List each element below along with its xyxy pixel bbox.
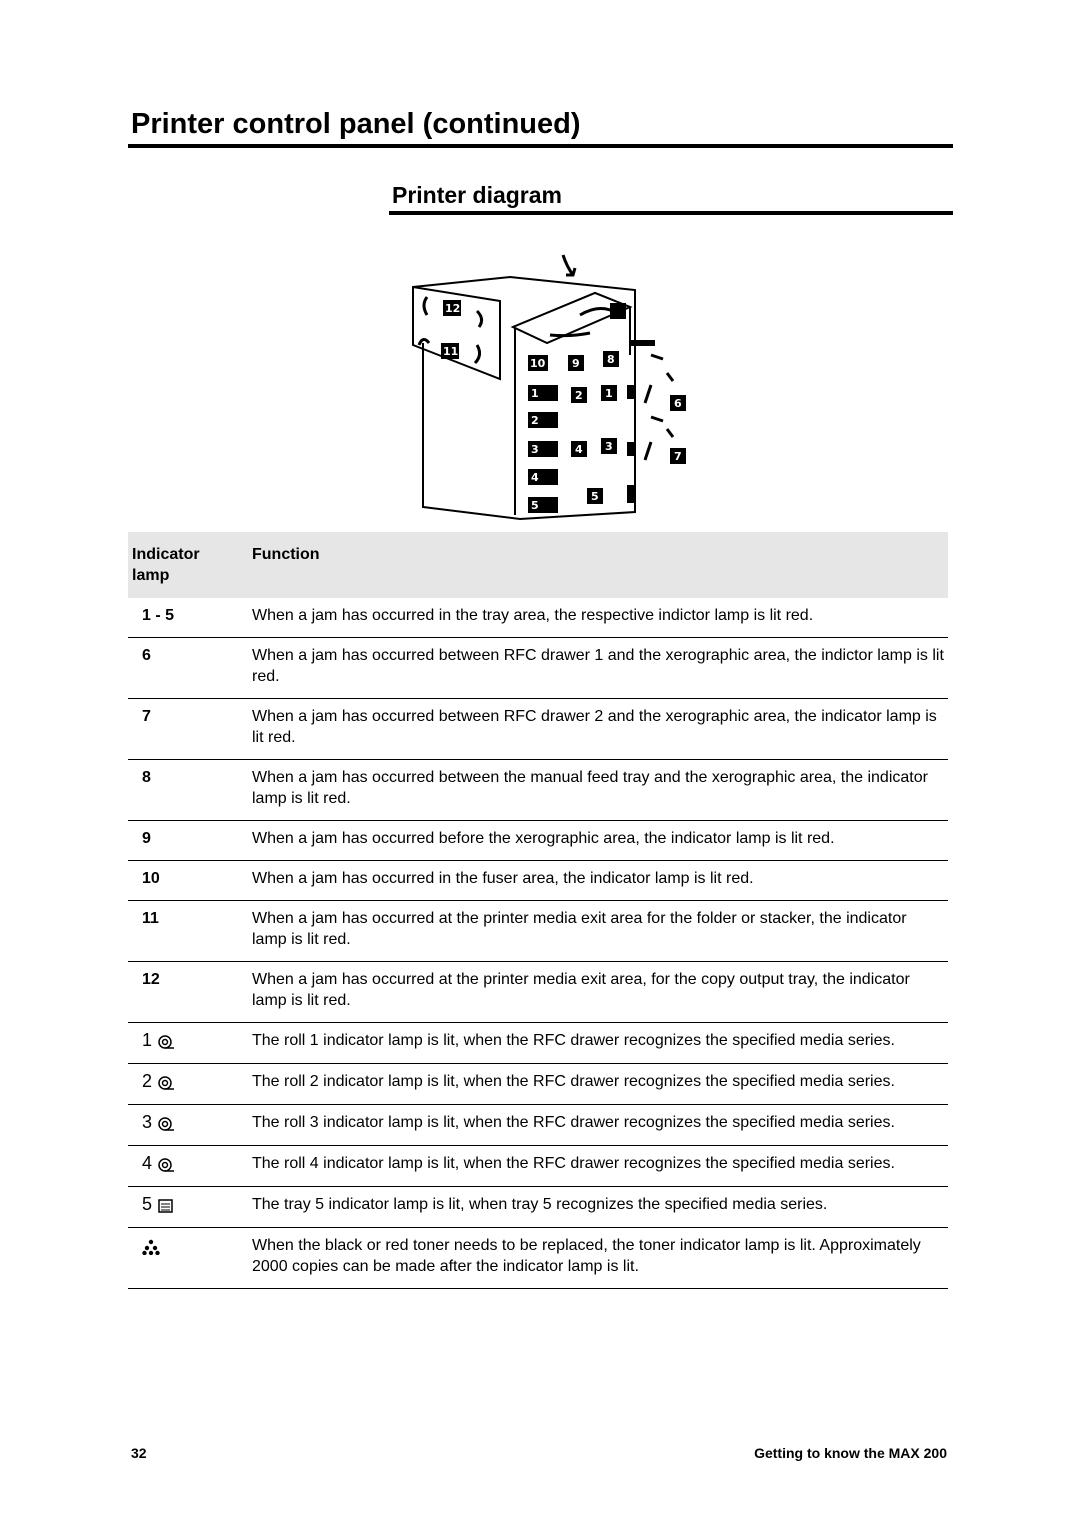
indicator-cell	[128, 1064, 244, 1105]
function-cell: When a jam has occurred between RFC drawer 1 and the xerographic area, the indictor lamp is lit red.	[244, 638, 948, 699]
table-row	[128, 760, 948, 821]
function-cell: When a jam has occurred in the tray area, the respective indictor lamp is lit red.	[244, 598, 948, 638]
label-tray-5: 5	[531, 499, 539, 512]
function-cell: The roll 2 indicator lamp is lit, when the RFC drawer recognizes the specified media series.	[244, 1064, 948, 1105]
label-1: 1	[605, 387, 613, 400]
footer-title: Getting to know the MAX 200	[754, 1445, 947, 1461]
label-10: 10	[530, 357, 546, 370]
function-cell: When the black or red toner needs to be replaced, the toner indicator lamp is lit. Approximately 2000 copies can be made after the indicator lamp is lit.	[244, 1228, 948, 1289]
function-cell: The roll 1 indicator lamp is lit, when the RFC drawer recognizes the specified media series.	[244, 1023, 948, 1064]
label-11: 11	[443, 345, 459, 358]
table-header-row	[128, 532, 948, 598]
label-roll-1: 1	[531, 387, 539, 400]
table-row	[128, 1023, 948, 1064]
indicator-cell	[128, 598, 244, 638]
indicator-value: 1	[142, 1030, 153, 1050]
table-row	[128, 901, 948, 962]
table-row	[128, 1105, 948, 1146]
label-3: 3	[605, 440, 613, 453]
indicator-cell	[128, 1105, 244, 1146]
indicator-value: 9	[142, 830, 151, 847]
table-row	[128, 821, 948, 861]
page-number: 32	[131, 1445, 147, 1461]
table-row	[128, 1187, 948, 1228]
indicator-value: 7	[142, 708, 151, 725]
indicator-value: 8	[142, 769, 151, 786]
toner-diagram-icon	[610, 303, 626, 319]
function-cell: When a jam has occurred at the printer media exit area for the folder or stacker, the indicator lamp is lit red.	[244, 901, 948, 962]
indicator-value: 10	[142, 870, 160, 887]
indicator-value: 2	[142, 1071, 153, 1091]
indicator-value: 3	[142, 1112, 153, 1132]
indicator-cell	[128, 1023, 244, 1064]
header-indicator: Indicator lamp	[128, 532, 244, 598]
indicator-cell	[128, 861, 244, 901]
indicator-value: 6	[142, 647, 151, 664]
indicator-cell	[128, 699, 244, 760]
printer-diagram	[405, 245, 695, 530]
indicator-value: 4	[142, 1153, 153, 1173]
indicator-value: 11	[142, 910, 159, 927]
toner-icon	[142, 1239, 160, 1255]
page-title: Printer control panel (continued)	[131, 108, 581, 140]
roll-icon	[157, 1116, 175, 1132]
function-cell: The roll 3 indicator lamp is lit, when the RFC drawer recognizes the specified media series.	[244, 1105, 948, 1146]
table-row	[128, 699, 948, 760]
label-12: 12	[445, 302, 461, 315]
indicator-cell	[128, 962, 244, 1023]
function-cell: When a jam has occurred at the printer media exit area, for the copy output tray, the indicator lamp is lit red.	[244, 962, 948, 1023]
indicator-value: 1 - 5	[142, 607, 175, 624]
function-cell: When a jam has occurred in the fuser area, the indicator lamp is lit red.	[244, 861, 948, 901]
label-roll-4: 4	[531, 471, 539, 484]
function-cell: When a jam has occurred between the manual feed tray and the xerographic area, the indicator lamp is lit red.	[244, 760, 948, 821]
title-rule	[128, 144, 953, 148]
table-body	[128, 598, 948, 1289]
table-row	[128, 1228, 948, 1289]
indicator-cell	[128, 760, 244, 821]
label-8: 8	[607, 353, 615, 366]
label-roll-3: 3	[531, 443, 539, 456]
label-7: 7	[674, 450, 682, 463]
indicator-cell	[128, 1228, 244, 1289]
table-row	[128, 638, 948, 699]
function-cell: The roll 4 indicator lamp is lit, when the RFC drawer recognizes the specified media series.	[244, 1146, 948, 1187]
section-title: Printer diagram	[392, 182, 562, 208]
table-row	[128, 598, 948, 638]
indicator-cell	[128, 901, 244, 962]
roll-icon	[157, 1034, 175, 1050]
indicator-cell	[128, 638, 244, 699]
label-2: 2	[575, 389, 583, 402]
table-row	[128, 962, 948, 1023]
section-rule	[389, 211, 953, 215]
label-9: 9	[572, 357, 580, 370]
label-4: 4	[575, 443, 583, 456]
indicator-table	[128, 532, 948, 1289]
label-roll-2: 2	[531, 414, 539, 427]
function-cell: When a jam has occurred before the xerographic area, the indicator lamp is lit red.	[244, 821, 948, 861]
function-cell: The tray 5 indicator lamp is lit, when tray 5 recognizes the specified media series.	[244, 1187, 948, 1228]
indicator-value: 5	[142, 1194, 153, 1214]
function-cell: When a jam has occurred between RFC drawer 2 and the xerographic area, the indicator lamp is lit red.	[244, 699, 948, 760]
header-function: Function	[244, 532, 948, 598]
roll-icon	[157, 1075, 175, 1091]
table-row	[128, 1146, 948, 1187]
indicator-value: 12	[142, 971, 160, 988]
table-row	[128, 1064, 948, 1105]
tray-icon	[157, 1198, 175, 1214]
indicator-cell	[128, 1146, 244, 1187]
indicator-cell	[128, 1187, 244, 1228]
roll-icon	[157, 1157, 175, 1173]
label-6: 6	[674, 397, 682, 410]
table-row	[128, 861, 948, 901]
label-5: 5	[591, 490, 599, 503]
indicator-cell	[128, 821, 244, 861]
